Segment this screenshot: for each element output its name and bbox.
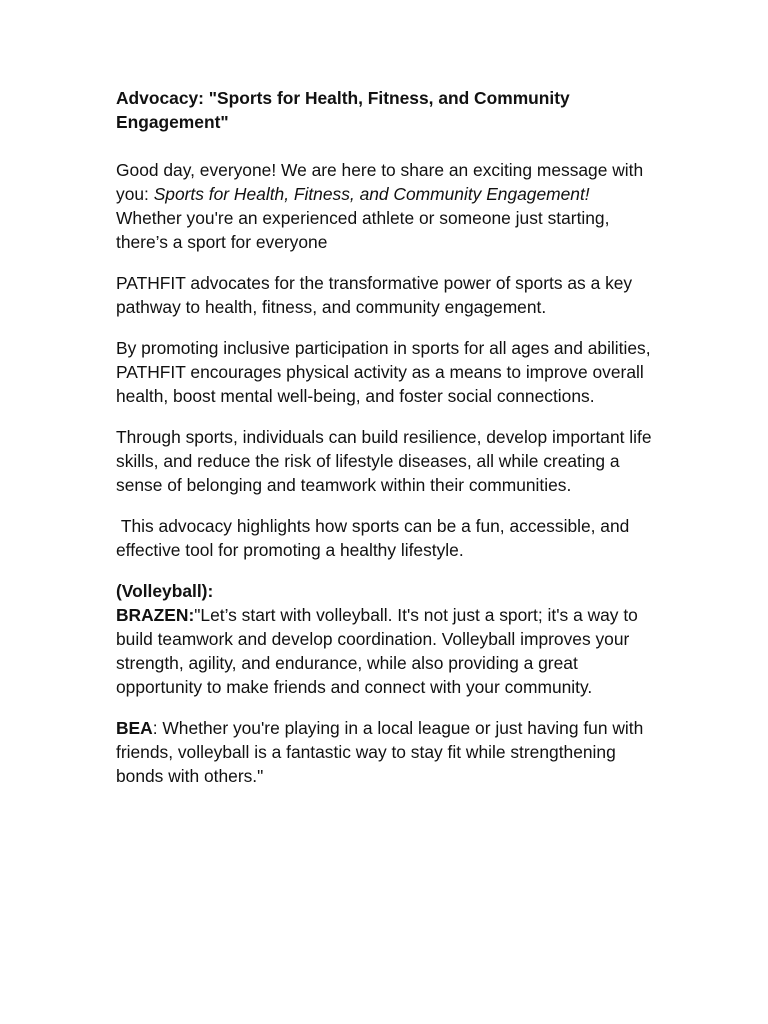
intro-text-end: Whether you're an experienced athlete or someone just starting, there’s a sport for everyone <box>116 208 610 252</box>
brazen-text: "Let’s start with volleyball. It's not just a sport; it's a way to build teamwork and develop coordination. Volleyball improves your strength, agility, and endurance, while also providing a great opportunity to make friends and connect with your community. <box>116 605 638 697</box>
promoting-paragraph: By promoting inclusive participation in sports for all ages and abilities, PATHFIT encourages physical activity as a means to improve overall health, boost mental well-being, and foster social connections. <box>116 338 651 406</box>
brazen-speaker: BRAZEN: <box>116 605 195 625</box>
bea-paragraph <box>116 716 656 788</box>
brazen-paragraph <box>116 603 656 699</box>
intro-text-start: Good day, everyone! We are here to share an exciting message with you: <box>116 160 644 204</box>
highlights-paragraph: This advocacy highlights how sports can be a fun, accessible, and effective tool for promoting a healthy lifestyle. <box>116 516 635 560</box>
bea-text: : Whether you're playing in a local league or just having fun with friends, volleyball is a fantastic way to stay fit while strengthening bonds with others." <box>116 718 644 786</box>
bea-speaker: BEA <box>116 718 153 738</box>
intro-paragraph <box>116 158 656 254</box>
volleyball-heading: (Volleyball): <box>116 581 214 601</box>
through-sports-paragraph: Through sports, individuals can build resilience, develop important life skills, and reduce the risk of lifestyle diseases, all while creating a sense of belonging and teamwork within their communities. <box>116 427 652 495</box>
document-title: Advocacy: "Sports for Health, Fitness, and Community Engagement" <box>116 88 570 132</box>
pathfit-paragraph: PATHFIT advocates for the transformative power of sports as a key pathway to health, fitness, and community engagement. <box>116 273 633 317</box>
intro-italic-slogan: Sports for Health, Fitness, and Community Engagement! <box>153 184 590 204</box>
document-page <box>116 86 656 805</box>
